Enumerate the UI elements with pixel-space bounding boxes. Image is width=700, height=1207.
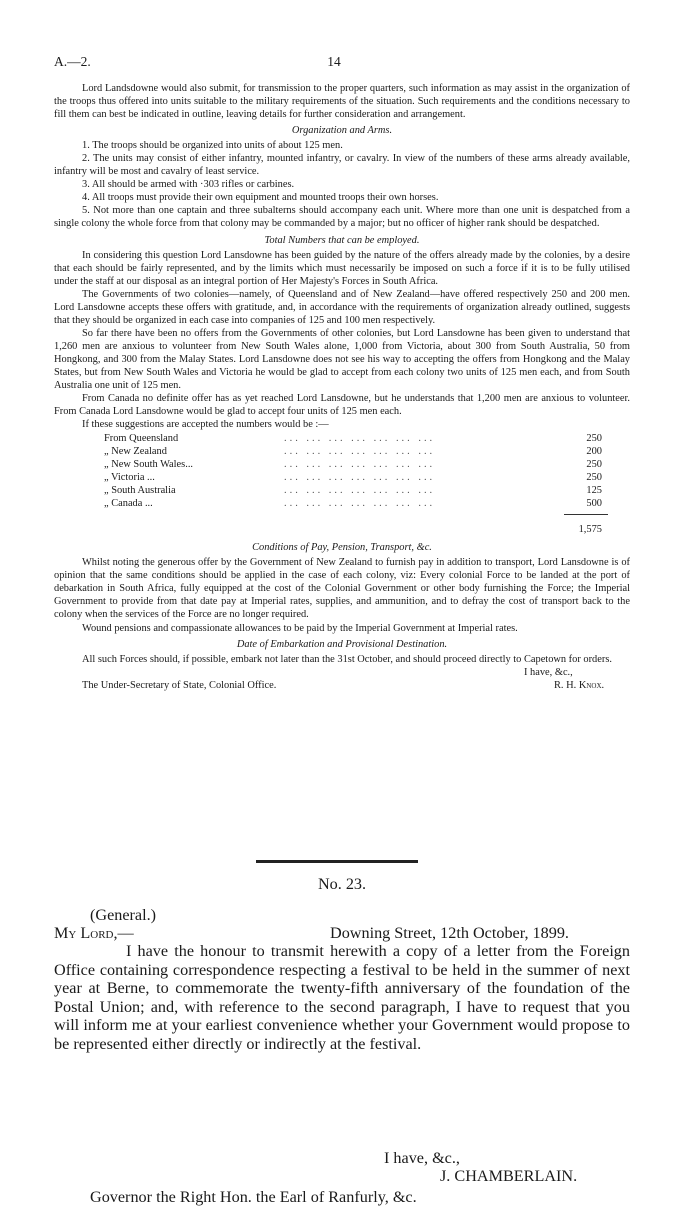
table-row [54, 471, 630, 484]
closing-line [54, 666, 630, 679]
page-number: 14 [327, 54, 341, 69]
total-paragraph: From Canada no definite offer has as yet reached Lord Lansdowne, but he understands that 1,200 men are anxious to volunteer. From Canada Lord Lansdowne would be glad to accept four units of 125 men each. [54, 393, 630, 418]
org-item: 1. The troops should be organized into units of about 125 men. [82, 140, 343, 152]
table-row [54, 458, 630, 471]
leader-dots: ... ... ... ... ... ... ... [284, 485, 436, 497]
total-paragraph: If these suggestions are accepted the numbers would be :— [82, 419, 329, 431]
heading-embarkation: Date of Embarkation and Provisional Destination. [236, 638, 448, 650]
despatch-enclosure [54, 82, 630, 692]
closing-formula: I have, &c., [384, 1149, 460, 1167]
total-paragraph: The Governments of two colonies—namely, of Queensland and of New Zealand—have offered respectively 250 and 200 men. Lord Lansdowne accepts these offers with gratitude, and, in accordance with the requirements of organization already outlined, suggests that they should be organized in each case into companies of 125 and 100 men respectively. [54, 288, 630, 326]
date-line: Downing Street, 12th October, 1899. [330, 924, 569, 942]
total-rule [564, 514, 608, 515]
total-paragraph: In considering this question Lord Lansdowne has been guided by the nature of the offers already made by the colonies, by a desire that each should be fairly represented, and by the limits which must necessarily be imposed on such a force if it is to be fully utilised under the staff at our disposal as an integral portion of Her Majesty's Forces in South Africa. [54, 249, 630, 287]
letter-body: I have the honour to transmit herewith a copy of a letter from the Foreign Office containing correspondence respecting a festival to be held in the summer of next year at Berne, to commemorate the twenty-fifth anniversary of the foundation of the Postal Union; and, with reference to the second paragraph, I have to request that you will inform me at your earliest convenience whether your Government would propose to be represented either directly or indirectly at the festival. [54, 942, 630, 1053]
leader-dots: ... ... ... ... ... ... ... [284, 459, 436, 471]
colony-name: „ Canada ... [104, 498, 153, 510]
table-row [54, 497, 630, 510]
leader-dots: ... ... ... ... ... ... ... [284, 433, 436, 445]
pay-paragraph: Whilst noting the generous offer by the Government of New Zealand to furnish pay in addition to transport, Lord Lansdowne is of opinion that the same conditions should be applied in the case of each colony, viz: Every colonial Force to be landed at the port of debarkation in South Africa, fully equipped at the cost of the Colonial Government or other body furnishing the Force; the Imperial Government to provide from that date pay at Imperial rates, supplies, and ammunition, and to defray the cost of transport back to the colony when the services of the Force are no longer required. [54, 557, 630, 621]
colony-value: 250 [586, 459, 602, 471]
table-row [54, 432, 630, 445]
embarkation-paragraph: All such Forces should, if possible, embark not later than the 31st October, and should proceed directly to Capetown for orders. [82, 653, 612, 665]
numbers-table [54, 432, 630, 538]
leader-dots: ... ... ... ... ... ... ... [284, 446, 436, 458]
heading-organization: Organization and Arms. [291, 125, 393, 137]
org-item: 2. The units may consist of either infantry, mounted infantry, or cavalry. In view of the numbers of these arms already available, infantry will be most and cavalry of least service. [54, 153, 630, 178]
organization-list [54, 139, 630, 230]
colony-name: „ New Zealand [104, 446, 167, 458]
colony-name: „ South Australia [104, 485, 176, 497]
section-divider [256, 860, 418, 863]
closing-formula: I have, &c., [524, 666, 573, 678]
table-row [54, 445, 630, 458]
colony-value: 500 [586, 498, 602, 510]
signer: J. CHAMBERLAIN. [440, 1167, 578, 1185]
colony-value: 125 [586, 485, 602, 497]
letter-category: (General.) [90, 906, 157, 924]
table-row [54, 484, 630, 497]
running-head [54, 54, 614, 72]
colony-value: 200 [586, 446, 602, 458]
total-paragraph: So far there have been no offers from the Governments of other colonies, but Lord Lansdowne has been given to understand that 1,260 men are anxious to volunteer from New South Wales alone, 1,000 from Victoria, about 300 from South Australia, 50 from Hongkong, and 300 from the Malay States. Lord Lansdowne does not see his way to accepting the offers from Hongkong and the Malay States, but from New South Wales and Victoria he would be glad to accept from each colony two units of 125 men each, and from South Australia one unit of 125 men. [54, 327, 630, 392]
org-item: 5. Not more than one captain and three subalterns should accompany each unit. Where more than one unit is despatched from a single colony the whole force from that colony may be commanded by a major; but no officer of higher rank should be despatched. [54, 205, 630, 230]
salutation: My Lord,— [54, 924, 134, 942]
document-reference: A.—2. [54, 54, 91, 69]
colony-name: „ Victoria ... [104, 472, 155, 484]
table-total: 1,575 [578, 524, 602, 536]
recipient: The Under-Secretary of State, Colonial Office. [82, 679, 277, 691]
intro-paragraph: Lord Landsdowne would also submit, for transmission to the proper quarters, such information as may assist in the organization of the troops thus offered into units suitable to the military requirements of the situation. Such requirements and the conditions necessary to fill them can best be indicated in outline, leaving details for further consideration and arrangement. [54, 83, 630, 121]
addressee: Governor the Right Hon. the Earl of Ranfurly, &c. [90, 1188, 417, 1206]
leader-dots: ... ... ... ... ... ... ... [284, 472, 436, 484]
colony-name: „ New South Wales... [104, 459, 194, 471]
colony-name: From Queensland [104, 433, 179, 445]
leader-dots: ... ... ... ... ... ... ... [284, 498, 436, 510]
pay-paragraph: Wound pensions and compassionate allowances to be paid by the Imperial Government at Imperial rates. [82, 622, 518, 634]
heading-pay-conditions: Conditions of Pay, Pension, Transport, &c. [252, 542, 432, 554]
heading-total-numbers: Total Numbers that can be employed. [264, 234, 420, 246]
letter-number: No. 23. [317, 875, 367, 893]
org-item: 3. All should be armed with ·303 rifles or carbines. [82, 179, 295, 191]
colony-value: 250 [586, 472, 602, 484]
colony-value: 250 [586, 433, 602, 445]
org-item: 4. All troops must provide their own equipment and mounted troops their own horses. [82, 192, 439, 204]
signature-line [54, 679, 630, 692]
signer: R. H. Knox. [554, 679, 605, 691]
